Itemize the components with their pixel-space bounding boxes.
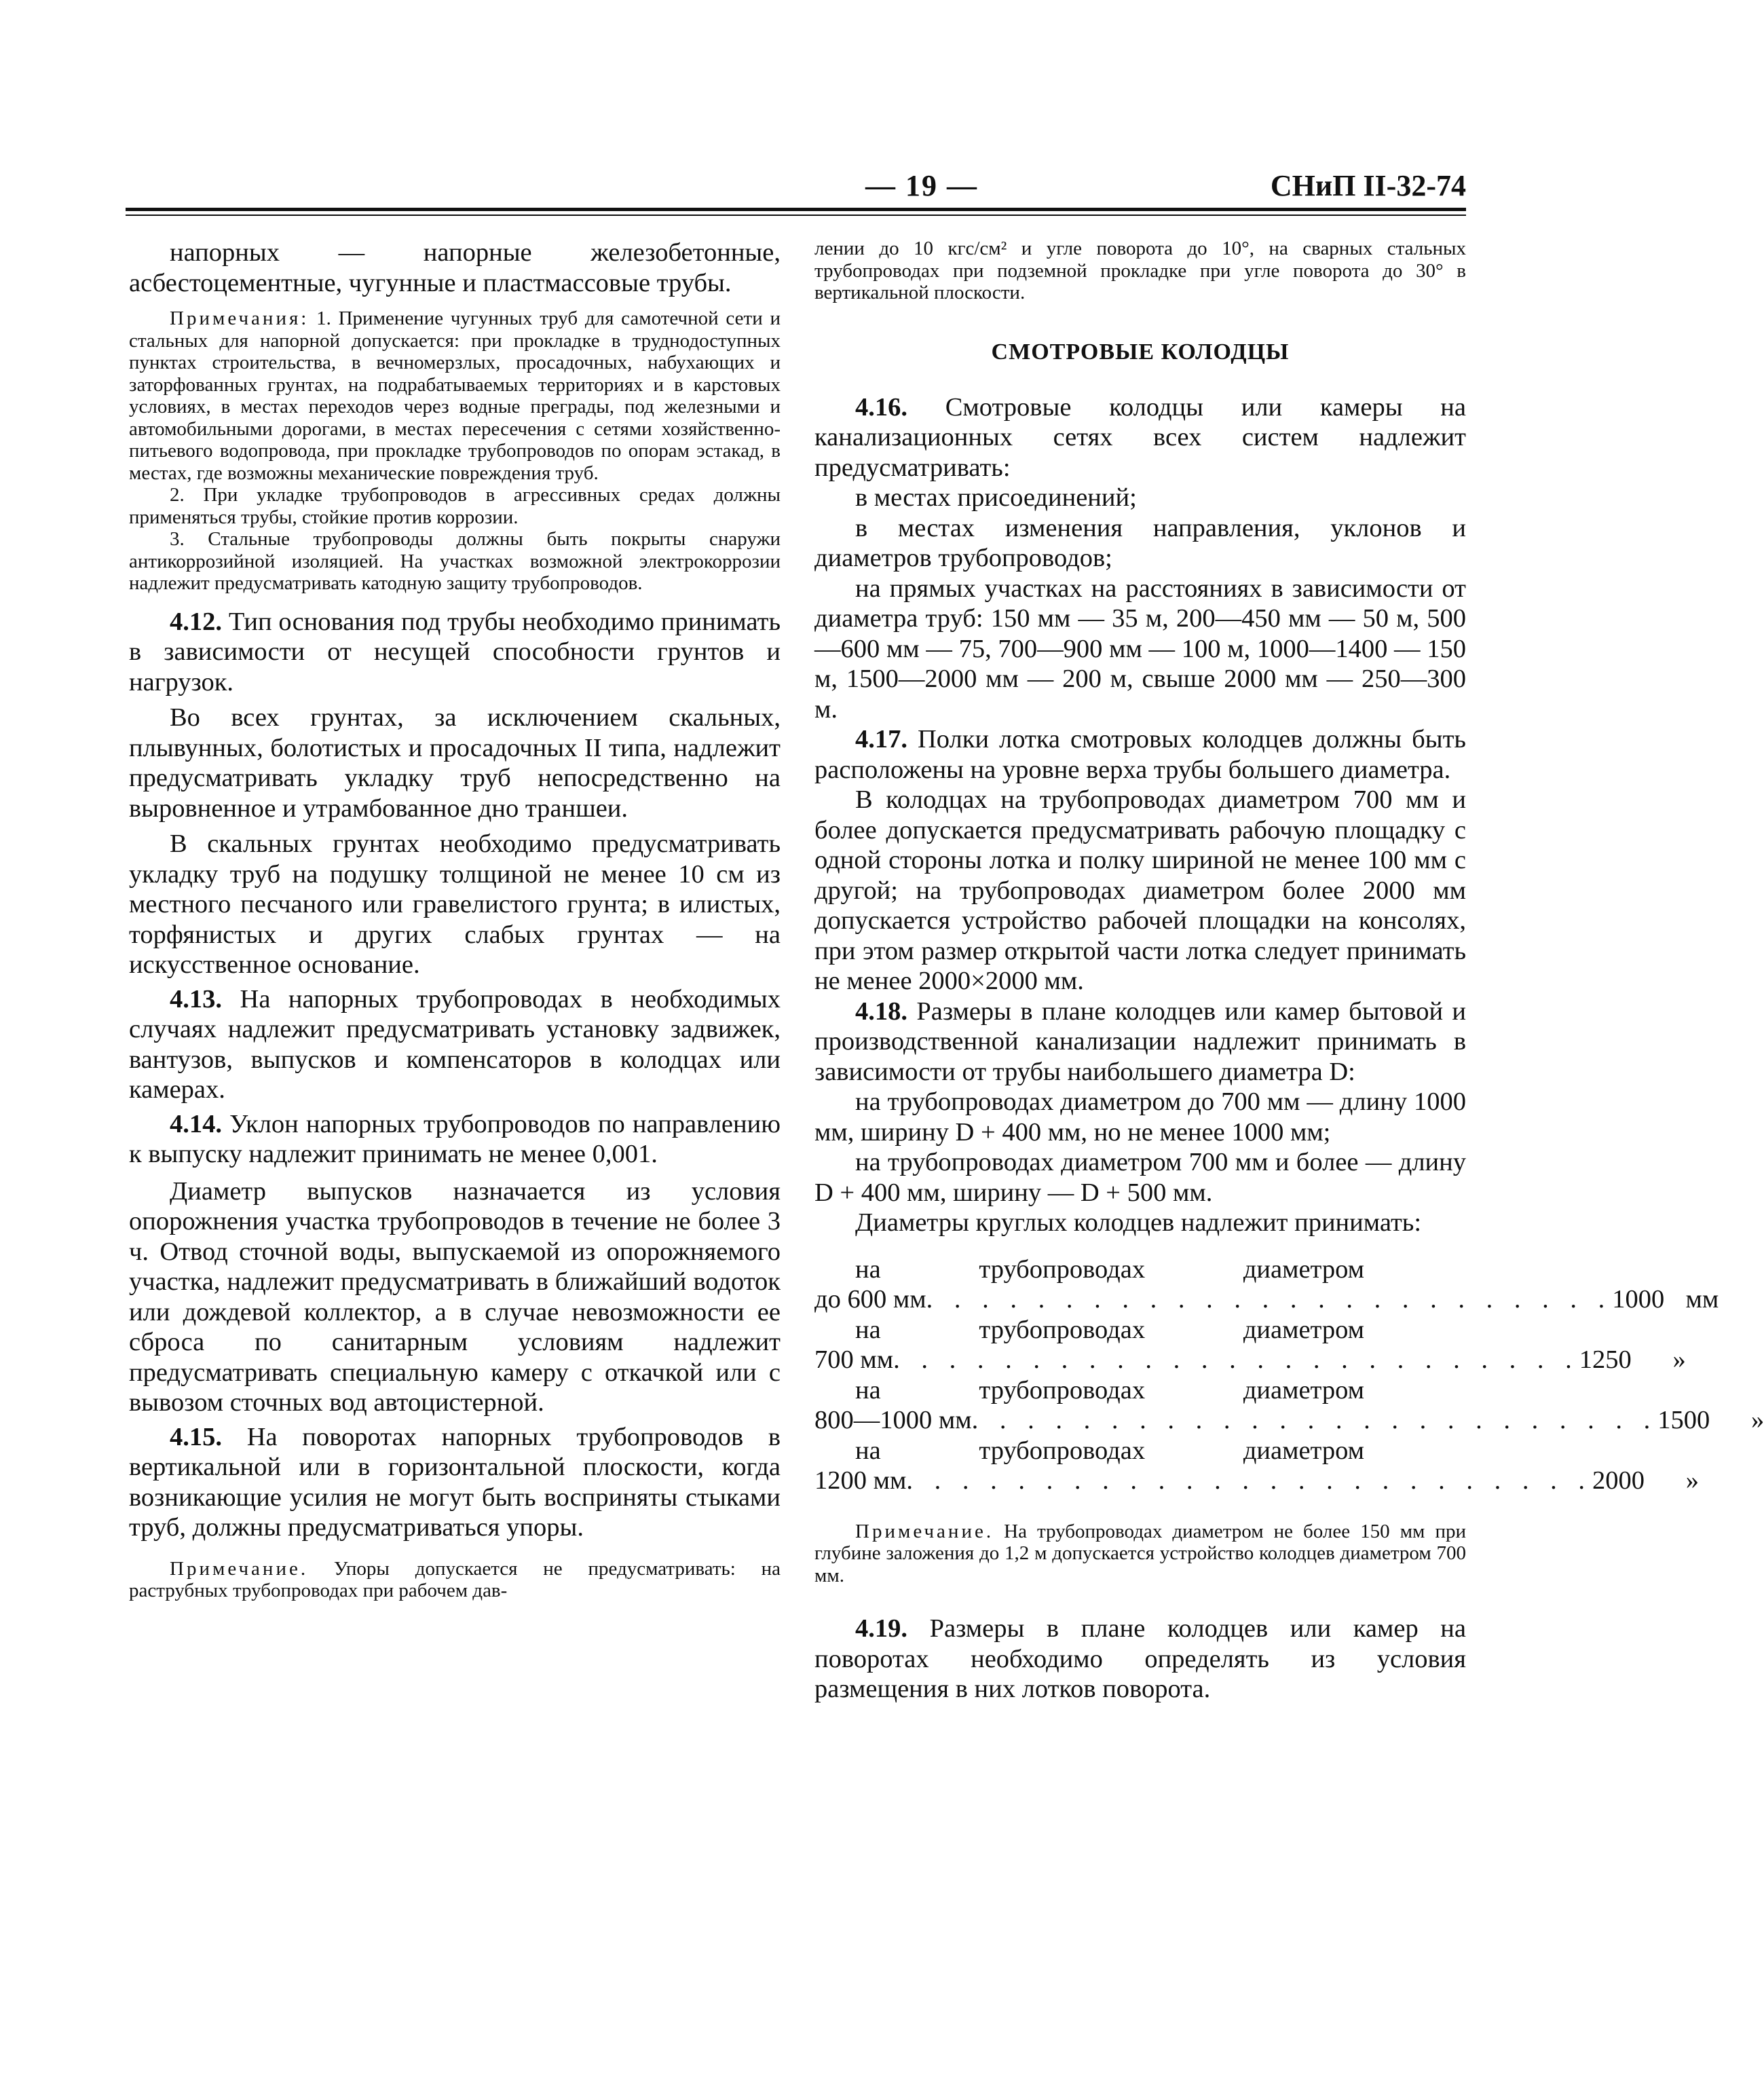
table-word: трубопроводах: [979, 1254, 1146, 1284]
table-word: диаметром: [1243, 1436, 1364, 1465]
table-row-unit: мм: [1685, 1285, 1719, 1314]
table-word: диаметром: [1243, 1315, 1364, 1344]
section-4-13: [129, 984, 781, 1105]
table-row-label: 1200 мм: [814, 1466, 907, 1495]
section-number: 4.16.: [855, 392, 907, 422]
section-4-15: [129, 1422, 781, 1543]
section-number: 4.18.: [855, 997, 907, 1026]
section-number: 4.12.: [170, 607, 222, 636]
table-row-value: 1500: [1657, 1406, 1710, 1434]
header-rule-thick: [126, 208, 1466, 211]
table-row-value: 2000: [1592, 1466, 1645, 1495]
note-block: [129, 1558, 781, 1602]
diameter-table: [814, 1254, 1764, 1496]
table-word: на: [855, 1315, 881, 1344]
table-row: [814, 1315, 1686, 1375]
list-item: на прямых участках на расстояниях в зависимости от диаметра труб: 150 мм — 35 м, 200—450 мм — 50 м, 500—600 мм — 75, 700—900 мм — 100 м, 1000—1400 — 150 м, 1500—2000 мм — 200 м, свыше 2000 мм — 250—300 м.: [814, 574, 1466, 724]
leader-dots: . . . . . . . . . . . . . . . . . . . . . . . . .: [926, 1285, 1613, 1314]
table-word: на: [855, 1254, 881, 1284]
header-rule-thin: [126, 215, 1466, 216]
section-number: 4.17.: [855, 725, 907, 753]
section-number: 4.15.: [170, 1422, 222, 1451]
paragraph: Во всех грунтах, за исключением скальных, плывунных, болотистых и просадочных II типа, надлежит предусматривать укладку труб непосредственно на выровненное и утрамбованное дно траншеи.: [129, 703, 781, 823]
note-text: На трубопроводах диаметром не более 150 мм при глубине заложения до 1,2 м допускается устройство колодцев диаметром 700 мм.: [814, 1520, 1466, 1586]
section-text: На поворотах напорных трубопроводов в вертикальной или в горизонтальной плоскости, когда возникающие усилия не могут быть восприняты стыками труб, должны предусматриваться упоры.: [129, 1422, 781, 1542]
section-number: 4.19.: [855, 1614, 907, 1643]
paragraph: Диаметр выпусков назначается из условия опорожнения участка трубопроводов в течение не более 3 ч. Отвод сточной воды, выпускаемой из опорожняемого участка, надлежит предусматривать в ближайший водоток или дождевой коллектор, а в случае невозможности ее сброса по санитарным условиям надлежит предусматривать специальную камеру с откачкой или с вывозом сточных вод автоцистерной.: [129, 1176, 781, 1417]
paragraph: напорных — напорные железобетонные, асбестоцементные, чугунные и пластмассовые трубы.: [129, 238, 781, 297]
section-text: Размеры в плане колодцев или камер на поворотах необходимо определять из условия размещения в них лотков поворота.: [814, 1614, 1466, 1703]
leader-dots: . . . . . . . . . . . . . . . . . . . . . . . . .: [971, 1406, 1658, 1434]
section-text: Тип основания под трубы необходимо принимать в зависимости от несущей способности грунтов и нагрузок.: [129, 607, 781, 696]
list-item: в местах присоединений;: [855, 483, 1137, 512]
section-number: 4.13.: [170, 984, 222, 1013]
table-row-unit: »: [1750, 1406, 1764, 1434]
section-4-16: [814, 392, 1466, 483]
note-label: Примечание.: [170, 1557, 309, 1580]
table-row-label: до 600 мм: [814, 1285, 926, 1314]
left-column: [129, 238, 781, 1602]
table-row-label: 800—1000 мм: [814, 1406, 972, 1434]
section-heading: СМОТРОВЫЕ КОЛОДЦЫ: [991, 339, 1290, 365]
table-word: трубопроводах: [979, 1315, 1146, 1344]
table-row-value: 1250: [1579, 1345, 1632, 1374]
note-text: 2. При укладке трубопроводов в агрессивных средах должны применяться трубы, стойкие против коррозии.: [129, 484, 781, 528]
note-block: [814, 1521, 1466, 1587]
table-word: трубопроводах: [979, 1375, 1146, 1404]
section-text: Смотровые колодцы или камеры на канализационных сетях всех систем надлежит предусматривать:: [814, 392, 1466, 482]
table-row: [814, 1375, 1764, 1436]
document-code: СНиП II-32-74: [1270, 169, 1466, 202]
note-text: 3. Стальные трубопроводы должны быть покрыты снаружи антикоррозийной изоляцией. На участках возможной электрокоррозии надлежит предусматривать катодную защиту трубопроводов.: [129, 528, 781, 594]
section-text: Размеры в плане колодцев или камер бытовой и производственной канализации надлежит принимать в зависимости от трубы наибольшего диаметра D:: [814, 997, 1466, 1086]
table-word: на: [855, 1436, 881, 1465]
section-text: На напорных трубопроводах в необходимых случаях надлежит предусматривать установку задвижек, вантузов, выпусков и компенсаторов в колодцах или камерах.: [129, 984, 781, 1104]
list-item: на трубопроводах диаметром 700 мм и более — длину D + 400 мм, ширину — D + 500 мм.: [814, 1148, 1466, 1207]
section-4-14: [129, 1109, 781, 1170]
list-item: Диаметры круглых колодцев надлежит принимать:: [855, 1208, 1422, 1237]
table-word: диаметром: [1243, 1254, 1364, 1284]
paragraph: В колодцах на трубопроводах диаметром 700 мм и более допускается предусматривать рабочую площадку с одной стороны лотка и полку шириной не менее 100 мм с другой; на трубопроводах диаметром более 2000 мм допускается устройство рабочей площадки на консолях, при этом размер открытой части лотка следует принимать не менее 2000×2000 мм.: [814, 785, 1466, 995]
section-4-12: [129, 607, 781, 698]
section-text: Уклон напорных трубопроводов по направлению к выпуску надлежит принимать не менее 0,001.: [129, 1109, 781, 1168]
section-number: 4.14.: [170, 1109, 222, 1138]
leader-dots: . . . . . . . . . . . . . . . . . . . . . . . . .: [893, 1345, 1579, 1374]
table-word: диаметром: [1243, 1375, 1364, 1404]
note-label: Примечания:: [170, 308, 309, 329]
right-column: [814, 238, 1764, 1705]
section-text: Полки лотка смотровых колодцев должны быть расположены на уровне верха трубы большего диаметра.: [814, 725, 1466, 784]
note-text: 1. Применение чугунных труб для самотечной сети и стальных для напорной допускается: при прокладке в труднодоступных пунктах строительства, в вечномерзлых, просадочных, набухающих и заторфованных грунтах, на подрабатываемых территориях и в карстовых условиях, в местах переходов через водные преграды, под железными и автомобильными дорогами, в местах пересечения с сетями хозяйственно-питьевого водопровода, при прокладке трубопроводов по опорам эстакад, в местах, где возможны механические повреждения труб.: [129, 308, 781, 484]
note-continuation: лении до 10 кгс/см² и угле поворота до 10°, на сварных стальных трубопроводах при подземной прокладке при угле поворота до 30° в вертикальной плоскости.: [814, 238, 1466, 303]
table-row-unit: »: [1685, 1466, 1699, 1495]
table-row-label: 700 мм: [814, 1345, 894, 1374]
note-block: [129, 308, 781, 484]
note-text: Упоры допускается не предусматривать: на раструбных трубопроводах при рабочем дав-: [129, 1557, 781, 1601]
note-label: Примечание.: [855, 1520, 994, 1542]
leader-dots: . . . . . . . . . . . . . . . . . . . . . . . . .: [906, 1466, 1592, 1495]
table-word: трубопроводах: [979, 1436, 1146, 1465]
section-4-19: [814, 1614, 1466, 1705]
table-word: на: [855, 1375, 881, 1404]
section-4-18: [814, 997, 1466, 1087]
list-item: в местах изменения направления, уклонов и диаметров трубопроводов;: [814, 513, 1466, 572]
table-row: [814, 1254, 1719, 1315]
page-number: — 19 —: [865, 169, 978, 202]
page-header: [126, 168, 1466, 209]
section-4-17: [814, 724, 1466, 785]
paragraph: В скальных грунтах необходимо предусматривать укладку труб на подушку толщиной не менее 10 см из местного песчаного или гравелистого грунта; в илистых, торфянистых и других слабых грунтах — на искусственное основание.: [129, 830, 781, 979]
table-row-unit: »: [1672, 1345, 1686, 1374]
table-row-value: 1000: [1612, 1285, 1665, 1314]
table-row: [814, 1436, 1699, 1496]
list-item: на трубопроводах диаметром до 700 мм — длину 1000 мм, ширину D + 400 мм, но не менее 1000 мм;: [814, 1087, 1466, 1147]
